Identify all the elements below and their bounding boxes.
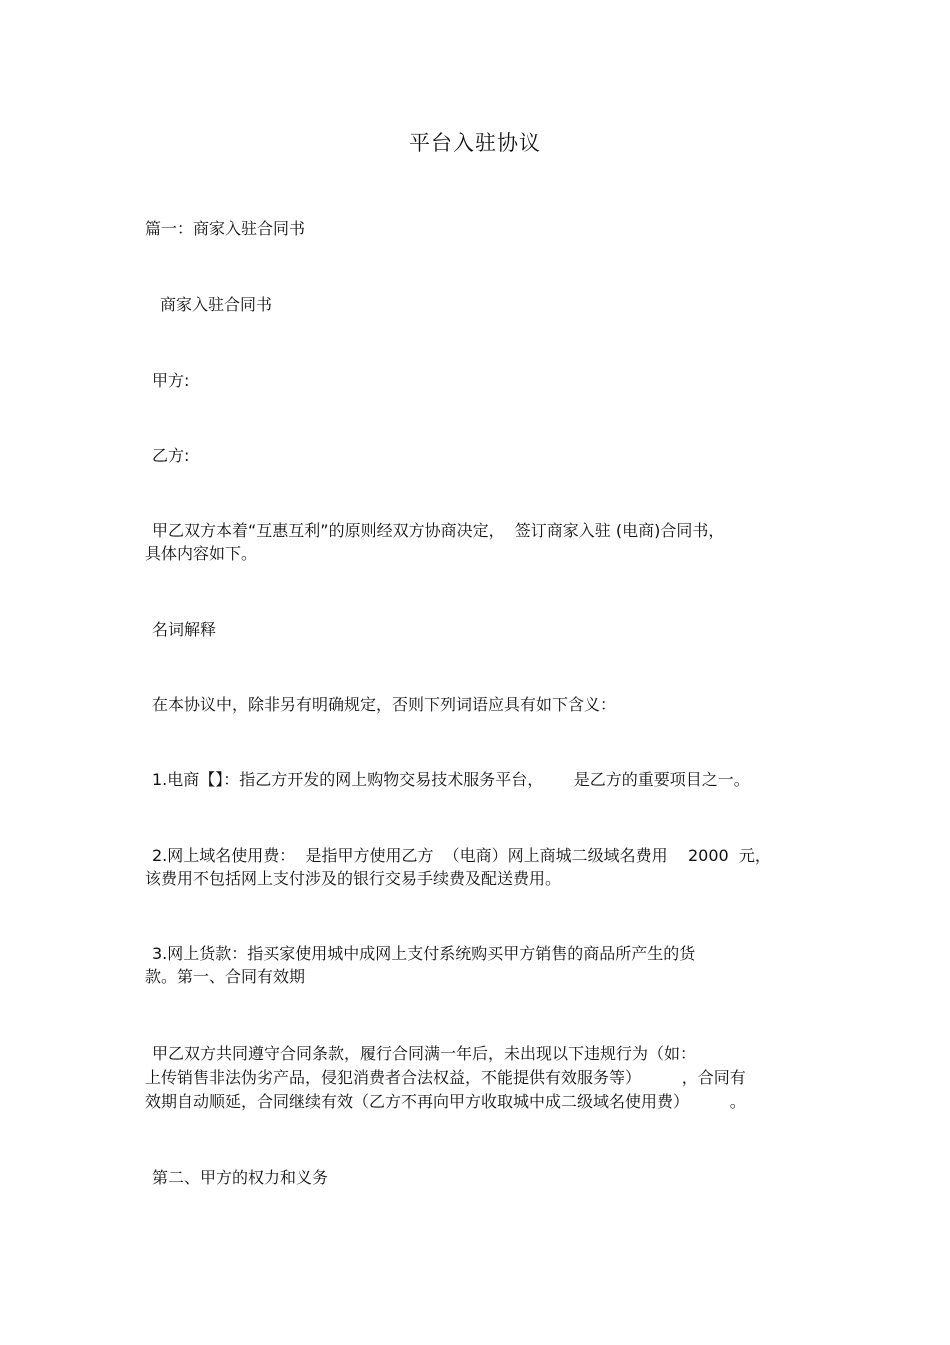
term-3-line-1: 3.网上货款：指买家使用城中成网上支付系统购买甲方销售的商品所产生的货 <box>152 944 696 963</box>
validity-line-2: 上传销售非法伪劣产品，侵犯消费者合法权益，不能提供有效服务等） ，合同有 <box>145 1068 746 1087</box>
contract-title: 商家入驻合同书 <box>160 295 273 314</box>
intro-line-2: 具体内容如下。 <box>145 544 258 563</box>
intro-line-1: 甲乙双方本着“互惠互利”的原则经双方协商决定， 签订商家入驻 (电商)合同书， <box>152 521 725 540</box>
term-3-line-2: 款。第一、合同有效期 <box>145 967 306 986</box>
validity-line-3: 效期自动顺延，合同继续有效（乙方不再向甲方收取城中成二级域名使用费） 。 <box>145 1092 746 1111</box>
section-heading: 篇一：商家入驻合同书 <box>145 219 306 238</box>
term-2-line-1: 2.网上域名使用费： 是指甲方使用乙方 （电商）网上商城二级域名费用 2000 元， <box>152 846 771 865</box>
terms-intro: 在本协议中，除非另有明确规定，否则下列词语应具有如下含义： <box>152 695 617 714</box>
party-b-label: 乙方: <box>152 446 190 465</box>
section-2-heading: 第二、甲方的权力和义务 <box>152 1168 329 1187</box>
party-a-label: 甲方: <box>152 371 190 390</box>
term-1: 1.电商【】：指乙方开发的网上购物交易技术服务平台， 是乙方的重要项目之一。 <box>152 770 750 789</box>
term-2-line-2: 该费用不包括网上支付涉及的银行交易手续费及配送费用。 <box>145 869 562 888</box>
terms-heading: 名词解释 <box>152 620 217 639</box>
validity-line-1: 甲乙双方共同遵守合同条款，履行合同满一年后，未出现以下违规行为（如： <box>152 1044 697 1063</box>
document-title: 平台入驻协议 <box>409 131 541 155</box>
